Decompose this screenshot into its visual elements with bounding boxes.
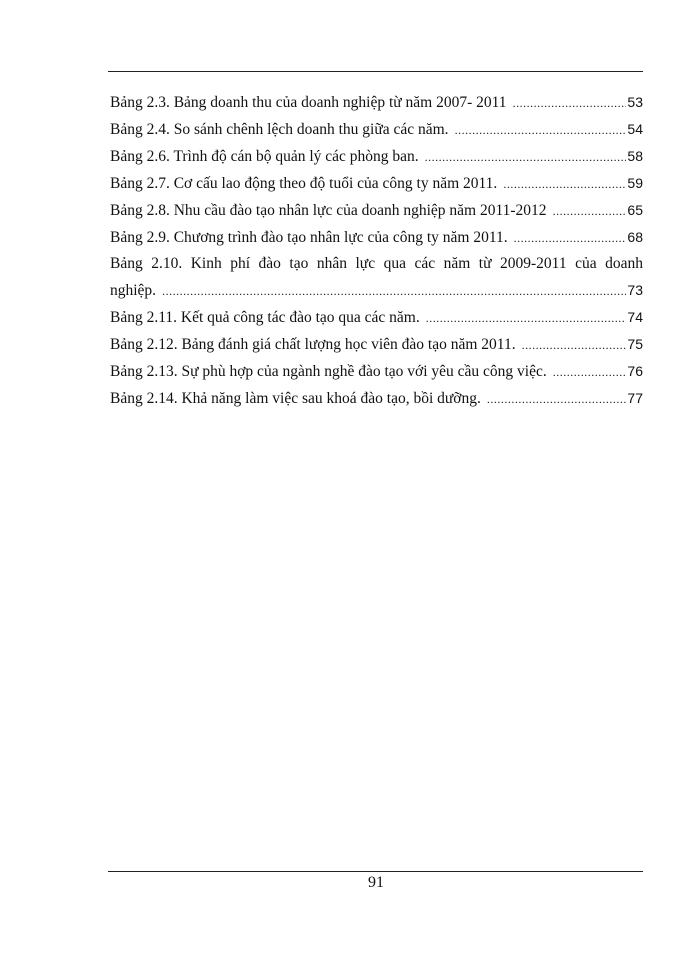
toc-entry-page: 65	[627, 202, 643, 218]
toc-entry[interactable]	[110, 251, 643, 304]
toc-entry-title: Bảng 2.7. Cơ cấu lao động theo độ tuổi của công ty năm 2011.	[110, 175, 498, 192]
toc-entry-page: 75	[627, 336, 643, 352]
toc-entry[interactable]	[110, 331, 643, 358]
toc-entry-page: 68	[627, 229, 643, 245]
toc-entry-page: 73	[627, 282, 643, 298]
page-number: 91	[368, 874, 384, 891]
toc-entry[interactable]	[110, 197, 643, 224]
toc-entry-title: Bảng 2.11. Kết quả công tác đào tạo qua các năm.	[110, 309, 420, 326]
toc-entry-page: 77	[627, 390, 643, 406]
toc-entry[interactable]	[110, 358, 643, 385]
dot-leader	[162, 278, 626, 304]
toc-entry-page: 53	[627, 94, 643, 110]
dot-leader	[503, 171, 626, 197]
toc-entry-title: Bảng 2.13. Sự phù hợp của ngành nghề đào tạo với yêu cầu công việc.	[110, 363, 547, 380]
toc-entry[interactable]	[110, 89, 643, 116]
toc-entry-title: Bảng 2.9. Chương trình đào tạo nhân lực của công ty năm 2011.	[110, 229, 508, 246]
toc-entry-title-line2: nghiệp.	[110, 282, 157, 299]
toc-entry-title: Bảng 2.4. So sánh chênh lệch doanh thu giữa các năm.	[110, 121, 449, 138]
toc-entry-title: Bảng 2.8. Nhu cầu đào tạo nhân lực của doanh nghiệp năm 2011-2012	[110, 202, 547, 219]
toc-entry-page: 58	[627, 148, 643, 164]
dot-leader	[455, 117, 627, 143]
dot-leader	[513, 90, 627, 116]
dot-leader	[514, 225, 627, 251]
toc-entry[interactable]	[110, 304, 643, 331]
toc-entry-page: 59	[627, 175, 643, 191]
header-rule	[108, 71, 643, 72]
footer-rule	[108, 871, 643, 872]
toc-entry[interactable]	[110, 385, 643, 412]
toc-entry-page: 54	[627, 121, 643, 137]
toc-entry-title: Bảng 2.6. Trình độ cán bộ quản lý các phòng ban.	[110, 148, 419, 165]
dot-leader	[553, 359, 627, 385]
table-of-tables	[110, 89, 643, 412]
dot-leader	[487, 386, 627, 412]
toc-entry[interactable]	[110, 170, 643, 197]
toc-entry-title: Bảng 2.12. Bảng đánh giá chất lượng học viên đào tạo năm 2011.	[110, 336, 516, 353]
toc-entry-title: Bảng 2.3. Bảng doanh thu của doanh nghiệp từ năm 2007- 2011	[110, 94, 507, 111]
toc-entry-title: Bảng 2.14. Khả năng làm việc sau khoá đào tạo, bồi dưỡng.	[110, 390, 481, 407]
toc-entry-title-line1: Bảng 2.10. Kinh phí đào tạo nhân lực qua các năm từ 2009-2011 của doanh	[110, 255, 643, 272]
toc-entry[interactable]	[110, 143, 643, 170]
dot-leader	[522, 332, 627, 358]
toc-entry-page: 74	[627, 309, 643, 325]
dot-leader	[426, 305, 627, 331]
toc-entry[interactable]	[110, 224, 643, 251]
dot-leader	[425, 144, 627, 170]
toc-entry-page: 76	[627, 363, 643, 379]
toc-entry[interactable]	[110, 116, 643, 143]
dot-leader	[553, 198, 627, 224]
